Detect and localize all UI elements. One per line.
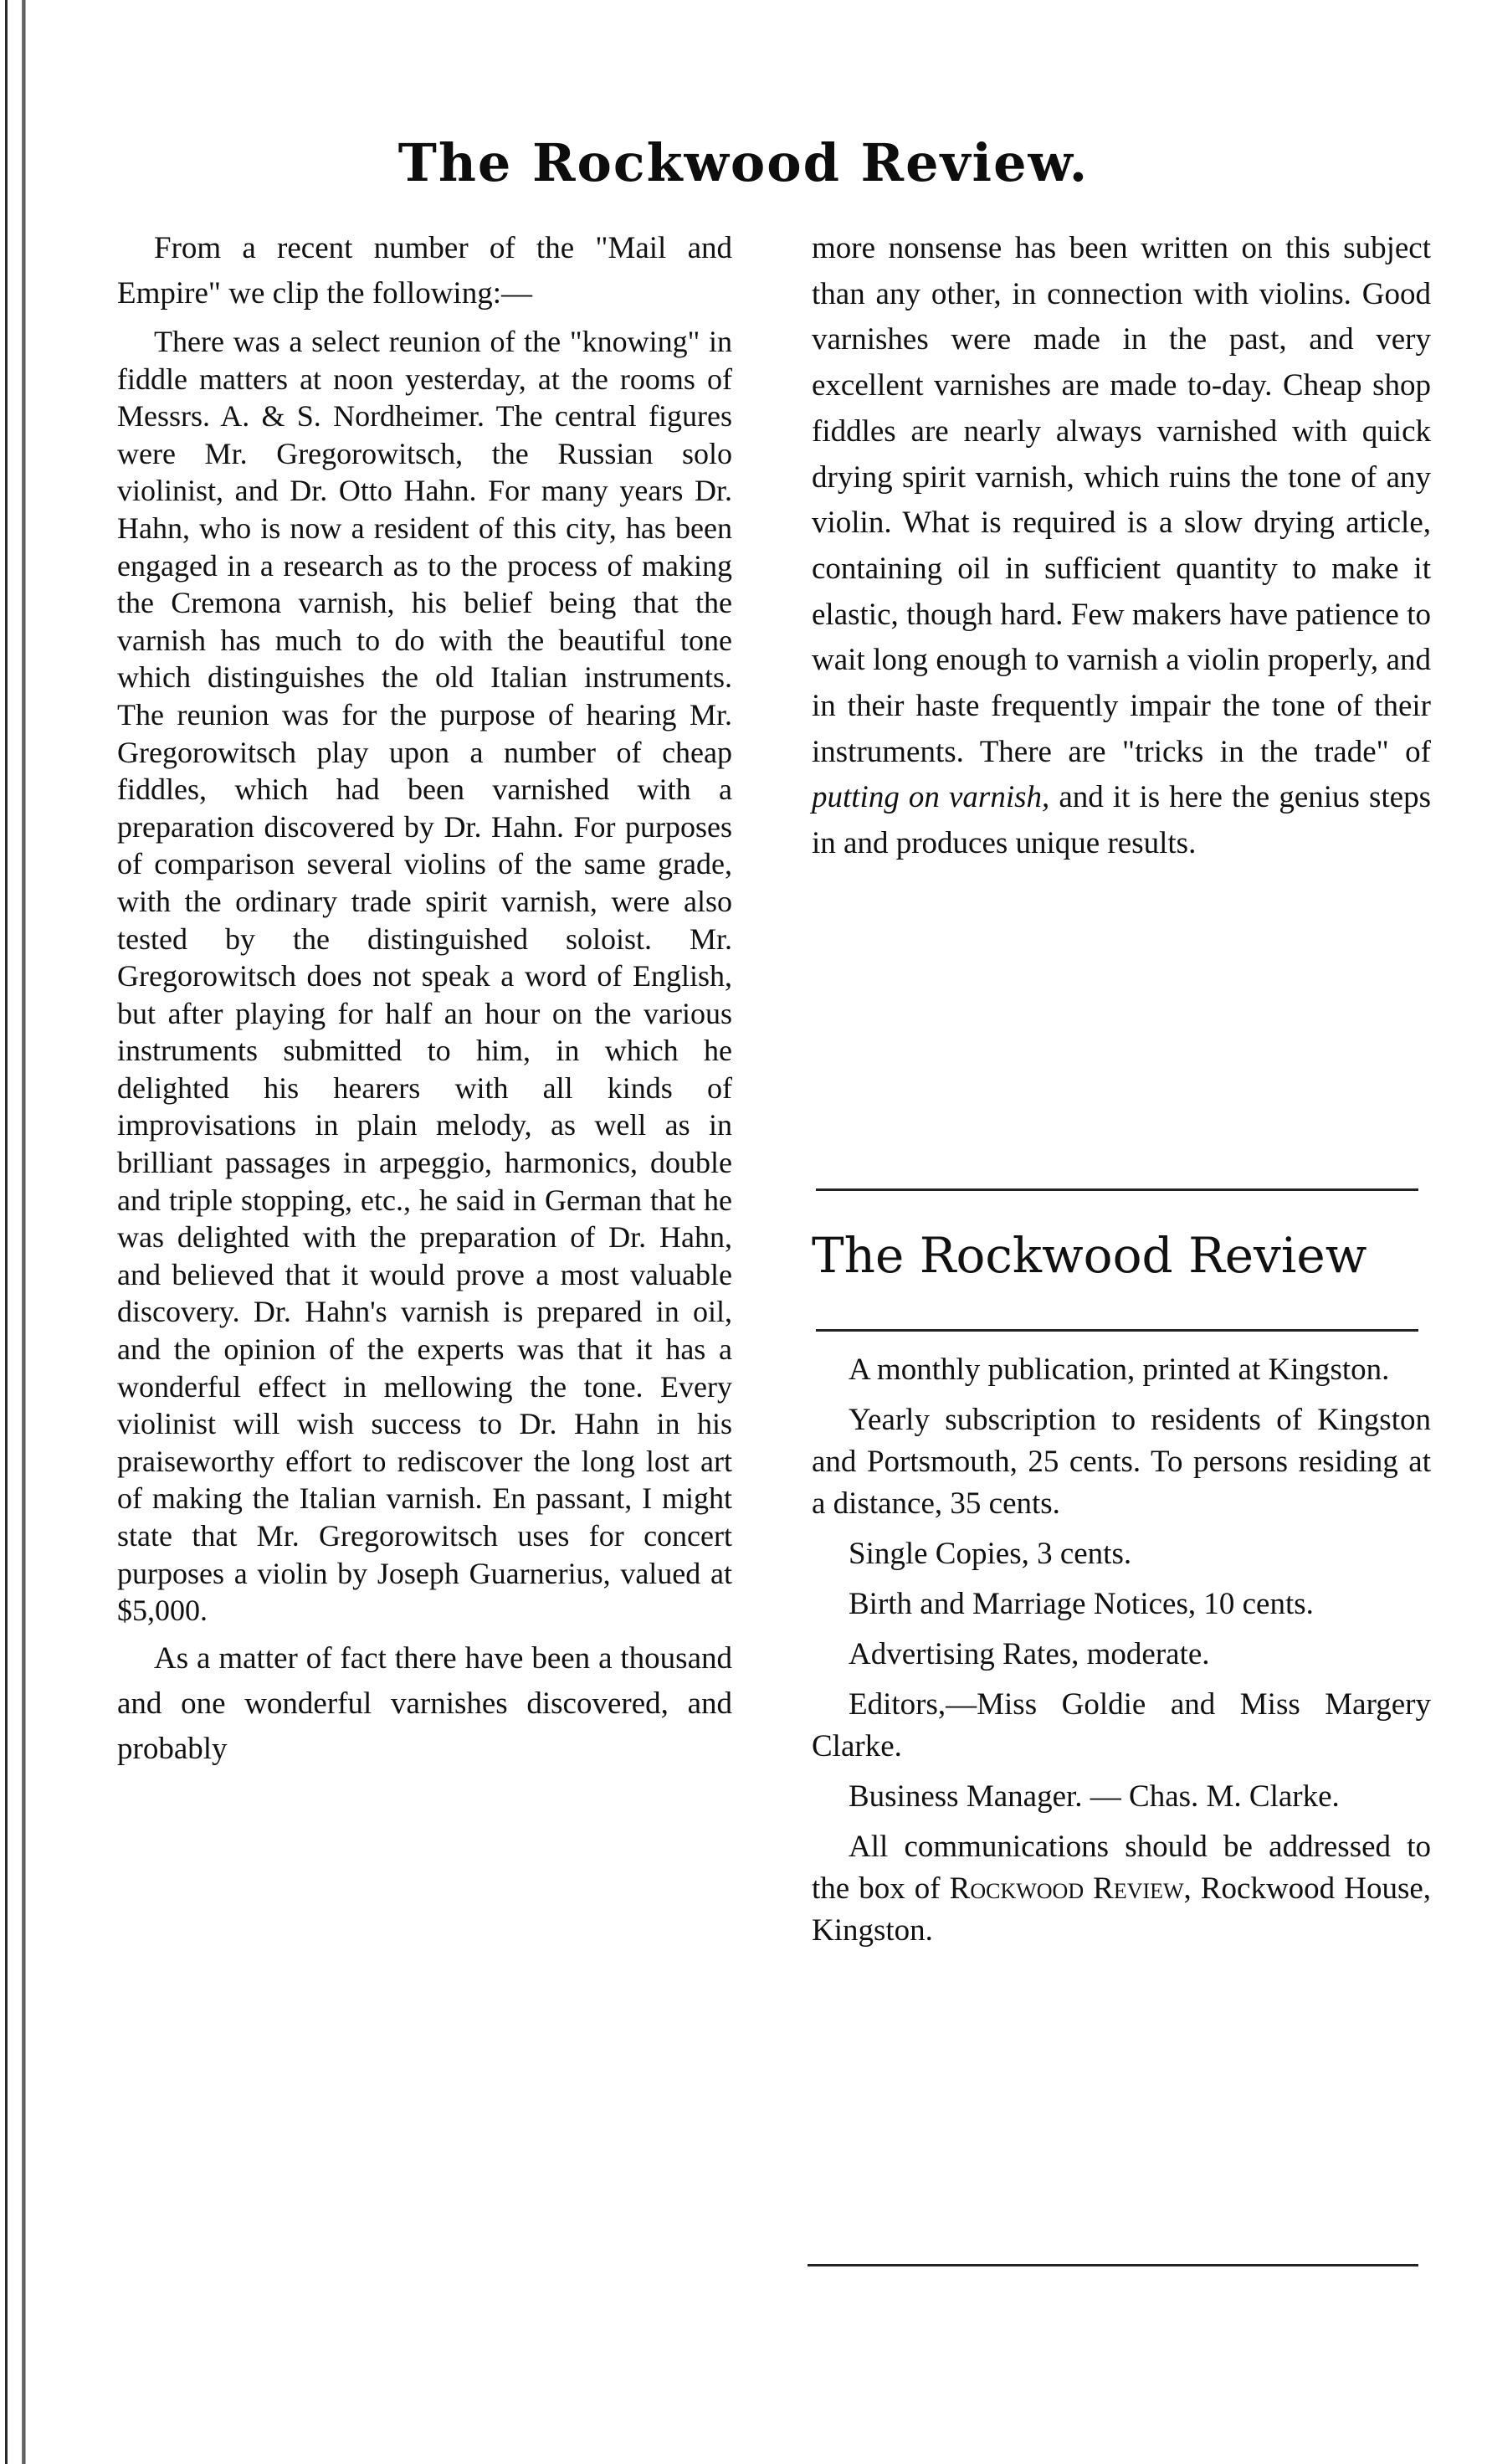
continued-text-b: and it is here the genius steps in and produces unique results.: [812, 780, 1431, 861]
masthead-title: The Rockwood Review.: [397, 132, 1090, 193]
review-box-title: The Rockwood Review: [812, 1227, 1367, 1284]
comm-text-a: All communications should be addressed to the box of: [812, 1830, 1431, 1906]
info-notices: Birth and Marriage Notices, 10 cents.: [849, 1587, 1314, 1621]
divider-bottom: [808, 2264, 1418, 2266]
comm-text-b: Rockwood House, Kingston.: [812, 1871, 1432, 1948]
info-publication: A monthly publication, printed at Kingston.: [849, 1353, 1390, 1387]
comm-text-smallcaps: Rockwood Review,: [949, 1871, 1192, 1906]
commentary-paragraph: As a matter of fact there have been a thousand and one wonderful varnishes discovered, and probably: [117, 1640, 732, 1766]
divider-middle: [816, 1329, 1418, 1332]
info-advertising: Advertising Rates, moderate.: [849, 1637, 1210, 1671]
info-editors: Editors,—Miss Goldie and Miss Margery Clarke.: [812, 1687, 1431, 1763]
right-column: [812, 226, 1431, 867]
quoted-article: There was a select reunion of the "knowing" in fiddle matters at noon yesterday, at the rooms of Messrs. A. & S. Nordheimer. The central figures were Mr. Gregorowitsch, the Russian solo violinist, and Dr. Otto Hahn. For many years Dr. Hahn, who is now a resident of this city, has been engaged in a research as to the process of making the Cremona varnish, his belief being that the varnish has much to do with the beautiful tone which distinguishes the old Italian instruments. The reunion was for the purpose of hearing Mr. Gregorowitsch play upon a number of cheap fiddles, which had been varnished with a preparation discovered by Dr. Hahn. For purposes of comparison several violins of the same grade, with the ordinary trade spirit varnish, were also tested by the distinguished soloist. Mr. Gregorowitsch does not speak a word of English, but after playing for half an hour on the various instruments submitted to him, in which he delighted his hearers with all kinds of improvisations in plain melody, as well as in brilliant passages in arpeggio, harmonics, double and triple stopping, etc., he said in German that he was delighted with the preparation of Dr. Hahn, and believed that it would prove a most valuable discovery. Dr. Hahn's varnish is prepared in oil, and the opinion of the experts was that it has a wonderful effect in mellowing the tone. Every violinist will wish success to Dr. Hahn in his praiseworthy effort to rediscover the long lost art of making the Italian varnish. En passant, I might state that Mr. Gregorowitsch uses for concert purposes a violin by Joseph Guarnerius, valued at $5,000.: [117, 325, 732, 1628]
page-binding-edge: [0, 0, 33, 2464]
continued-paragraph: [812, 226, 1431, 867]
info-subscription: Yearly subscription to residents of Kingston and Portsmouth, 25 cents. To persons residing at a distance, 35 cents.: [812, 1403, 1431, 1521]
intro-paragraph: From a recent number of the "Mail and Empire" we clip the following:—: [117, 231, 732, 311]
info-single-copies: Single Copies, 3 cents.: [849, 1537, 1132, 1571]
divider-top: [816, 1188, 1418, 1191]
left-column: [117, 226, 732, 1772]
info-communications: [812, 1826, 1431, 1952]
info-manager: Business Manager. — Chas. M. Clarke.: [849, 1779, 1340, 1814]
publication-info: [812, 1349, 1431, 1960]
continued-text-italic: putting on varnish,: [812, 780, 1050, 815]
continued-text-a: more nonsense has been written on this subject than any other, in connection with violins. Good varnishes were made in the past, and very excellent varnishes are made to-day. Cheap shop fiddles are nearly always varnished with quick drying spirit varnish, which ruins the tone of any violin. What is required is a slow drying article, containing oil in sufficient quantity to make it elastic, though hard. Few makers have patience to wait long enough to varnish a violin properly, and in their haste frequently impair the tone of their instruments. There are "tricks in the trade" of: [812, 231, 1431, 769]
